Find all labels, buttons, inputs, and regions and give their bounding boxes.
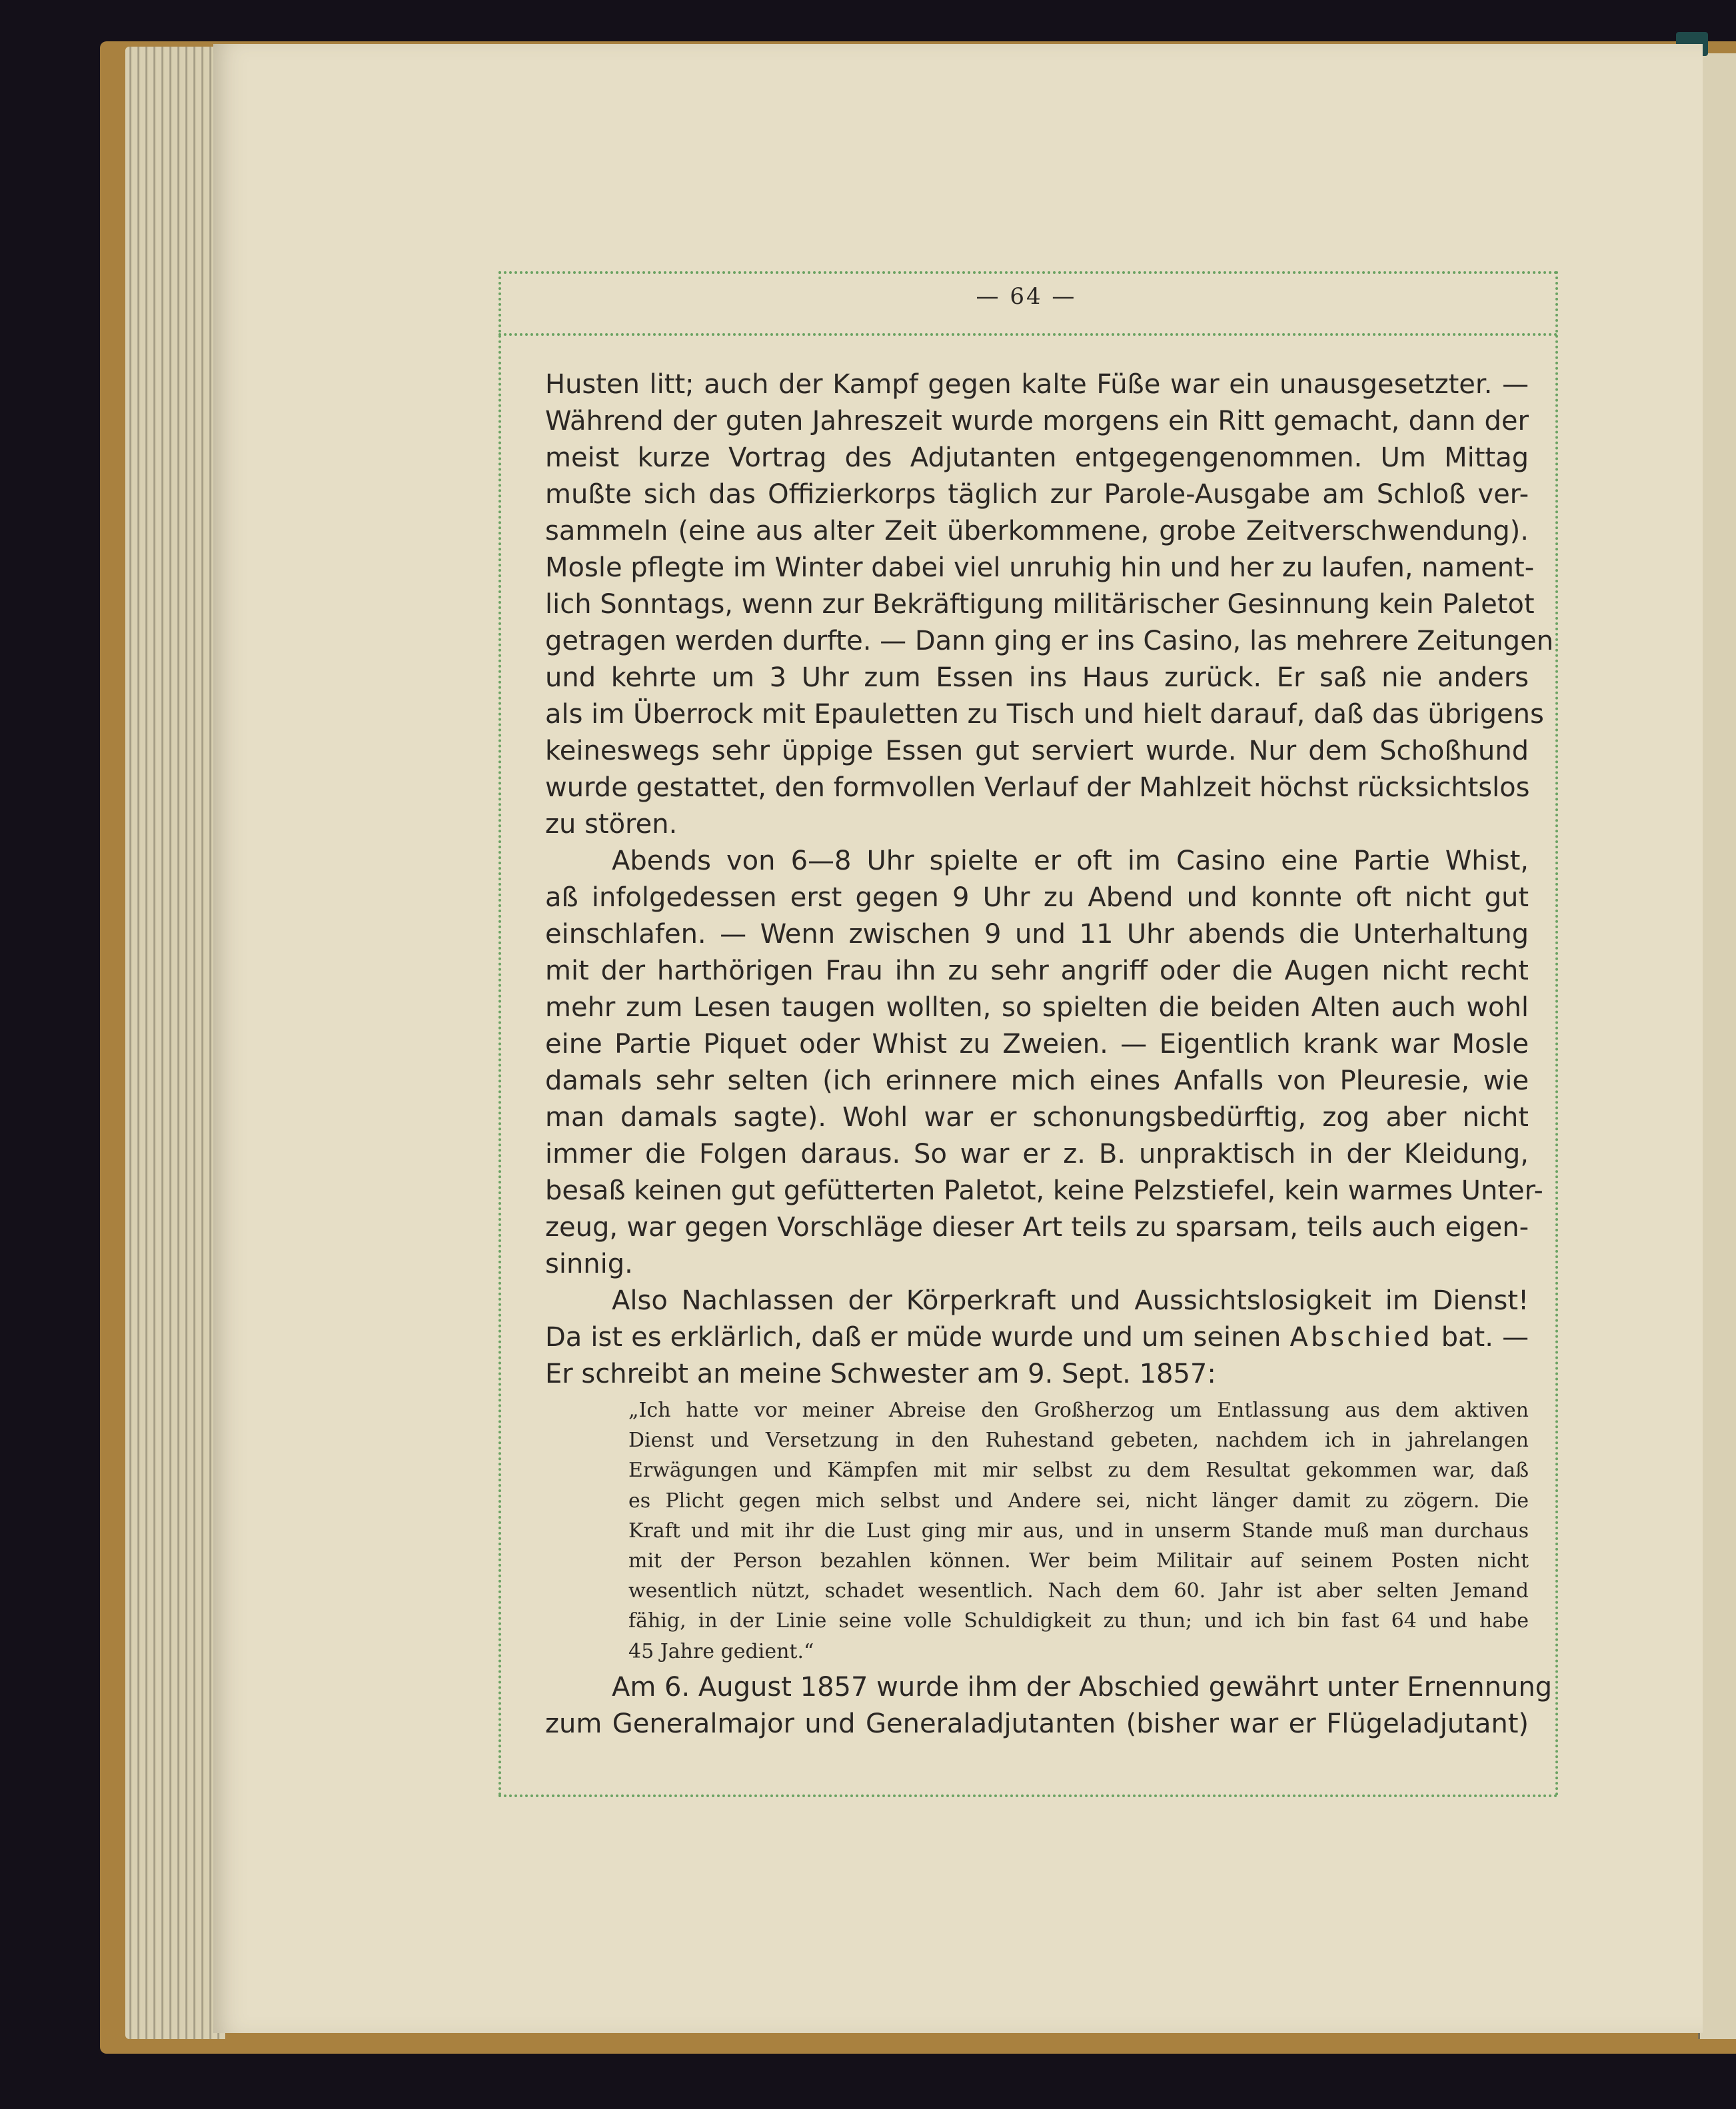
text-line: mehr zum Lesen taugen wollten, so spielten die beiden Alten auch wohl <box>545 992 1529 1023</box>
text-line: man damals sagte). Wohl war er schonungsbedürftig, zog aber nicht <box>545 1102 1529 1133</box>
text-line: damals sehr selten (ich erinnere mich eines Anfalls von Pleuresie, wie <box>545 1065 1529 1096</box>
text-line: keineswegs sehr üppige Essen gut serviert wurde. Nur dem Schoßhund <box>545 736 1529 766</box>
text-line: getragen werden durfte. — Dann ging er ins Casino, las mehrere Zeitungen <box>545 626 1554 656</box>
paragraph-4 <box>545 1669 1553 1743</box>
quote-line: mit der Person bezahlen können. Wer beim Militair auf seinem Posten nicht <box>628 1549 1529 1573</box>
quote-line: es Plicht gegen mich selbst und Andere sei, nicht länger damit zu zögern. Die <box>628 1489 1529 1513</box>
quote-line: wesentlich nützt, schadet wesentlich. Nach dem 60. Jahr ist aber selten Jemand <box>628 1579 1529 1603</box>
text-line: Abends von 6—8 Uhr spielte er oft im Casino eine Partie Whist, <box>612 846 1529 876</box>
text-line: besaß keinen gut gefütterten Paletot, keine Pelzstiefel, kein warmes Unter- <box>545 1175 1543 1206</box>
text-line: zeug, war gegen Vorschläge dieser Art teils zu sparsam, teils auch eigen- <box>545 1212 1529 1243</box>
header-rule <box>498 333 1558 336</box>
quote-line: „Ich hatte vor meiner Abreise den Großherzog um Entlassung aus dem aktiven <box>628 1399 1529 1422</box>
text-segment: bat. — <box>1432 1322 1529 1353</box>
text-line: meist kurze Vortrag des Adjutanten entgegengenommen. Um Mittag <box>545 442 1529 473</box>
text-line: mußte sich das Offizierkorps täglich zur Parole-Ausgabe am Schloß ver- <box>545 479 1529 510</box>
text-line: und kehrte um 3 Uhr zum Essen ins Haus zurück. Er saß nie anders <box>545 662 1529 693</box>
text-line: zu stören. <box>545 809 678 840</box>
text-line: Er schreibt an meine Schwester am 9. Sept. 1857: <box>545 1359 1216 1389</box>
text-line: immer die Folgen daraus. So war er z. B. unpraktisch in der Kleidung, <box>545 1139 1529 1169</box>
text-line: sammeln (eine aus alter Zeit überkommene, grobe Zeitverschwendung). <box>545 516 1529 546</box>
text-line: Husten litt; auch der Kampf gegen kalte Füße war ein unausgesetzter. — <box>545 369 1529 400</box>
paragraph-1 <box>545 366 1554 843</box>
text-line: Also Nachlassen der Körperkraft und Aussichtslosigkeit im Dienst! <box>612 1285 1529 1316</box>
quote-line: Dienst und Versetzung in den Ruhestand gebeten, nachdem ich in jahrelangen <box>628 1429 1529 1453</box>
facing-page-edge <box>1698 53 1736 2039</box>
text-line: zum Generalmajor und Generaladjutanten (bisher war er Flügeladjutant) <box>545 1708 1529 1739</box>
text-line-with-emphasis <box>545 1319 1529 1356</box>
text-line: als im Überrock mit Epauletten zu Tisch und hielt darauf, daß das übrigens <box>545 699 1544 730</box>
text-line: lich Sonntags, wenn zur Bekräftigung militärischer Gesinnung kein Paletot <box>545 589 1535 620</box>
quote-line: fähig, in der Linie seine volle Schuldigkeit zu thun; und ich bin fast 64 und habe <box>628 1609 1529 1633</box>
page-edges <box>125 47 225 2039</box>
quote-line: 45 Jahre gedient.“ <box>628 1639 814 1663</box>
text-line: sinnig. <box>545 1249 633 1279</box>
text-segment: Da ist es erklärlich, daß er müde wurde und um seinen <box>545 1322 1290 1353</box>
text-line: aß infolgedessen erst gegen 9 Uhr zu Abend und konnte oft nicht gut <box>545 882 1529 913</box>
text-line: mit der harthörigen Frau ihn zu sehr angriff oder die Augen nicht recht <box>545 956 1529 986</box>
text-line: Mosle pflegte im Winter dabei viel unruhig hin und her zu laufen, nament- <box>545 552 1535 583</box>
block-quote <box>545 1395 1529 1667</box>
emphasized-word: Abschied <box>1290 1322 1433 1353</box>
text-line: Am 6. August 1857 wurde ihm der Abschied gewährt unter Ernennung <box>612 1671 1553 1703</box>
text-line: wurde gestattet, den formvollen Verlauf der Mahlzeit höchst rücksichtslos <box>545 772 1530 803</box>
text-line: Während der guten Jahreszeit wurde morgens ein Ritt gemacht, dann der <box>545 406 1529 436</box>
quote-line: Kraft und mit ihr die Lust ging mir aus, und in unserm Stande muß man durchaus <box>628 1519 1529 1543</box>
paragraph-2 <box>545 843 1543 1283</box>
quote-line: Erwägungen und Kämpfen mit mir selbst zu dem Resultat gekommen war, daß <box>628 1459 1529 1483</box>
page-number: — 64 — <box>976 283 1077 310</box>
text-line: eine Partie Piquet oder Whist zu Zweien. — Eigentlich krank war Mosle <box>545 1029 1529 1059</box>
page-text <box>545 366 1554 1743</box>
text-line: einschlafen. — Wenn zwischen 9 und 11 Uhr abends die Unterhaltung <box>545 919 1529 950</box>
paragraph-3 <box>545 1283 1529 1393</box>
